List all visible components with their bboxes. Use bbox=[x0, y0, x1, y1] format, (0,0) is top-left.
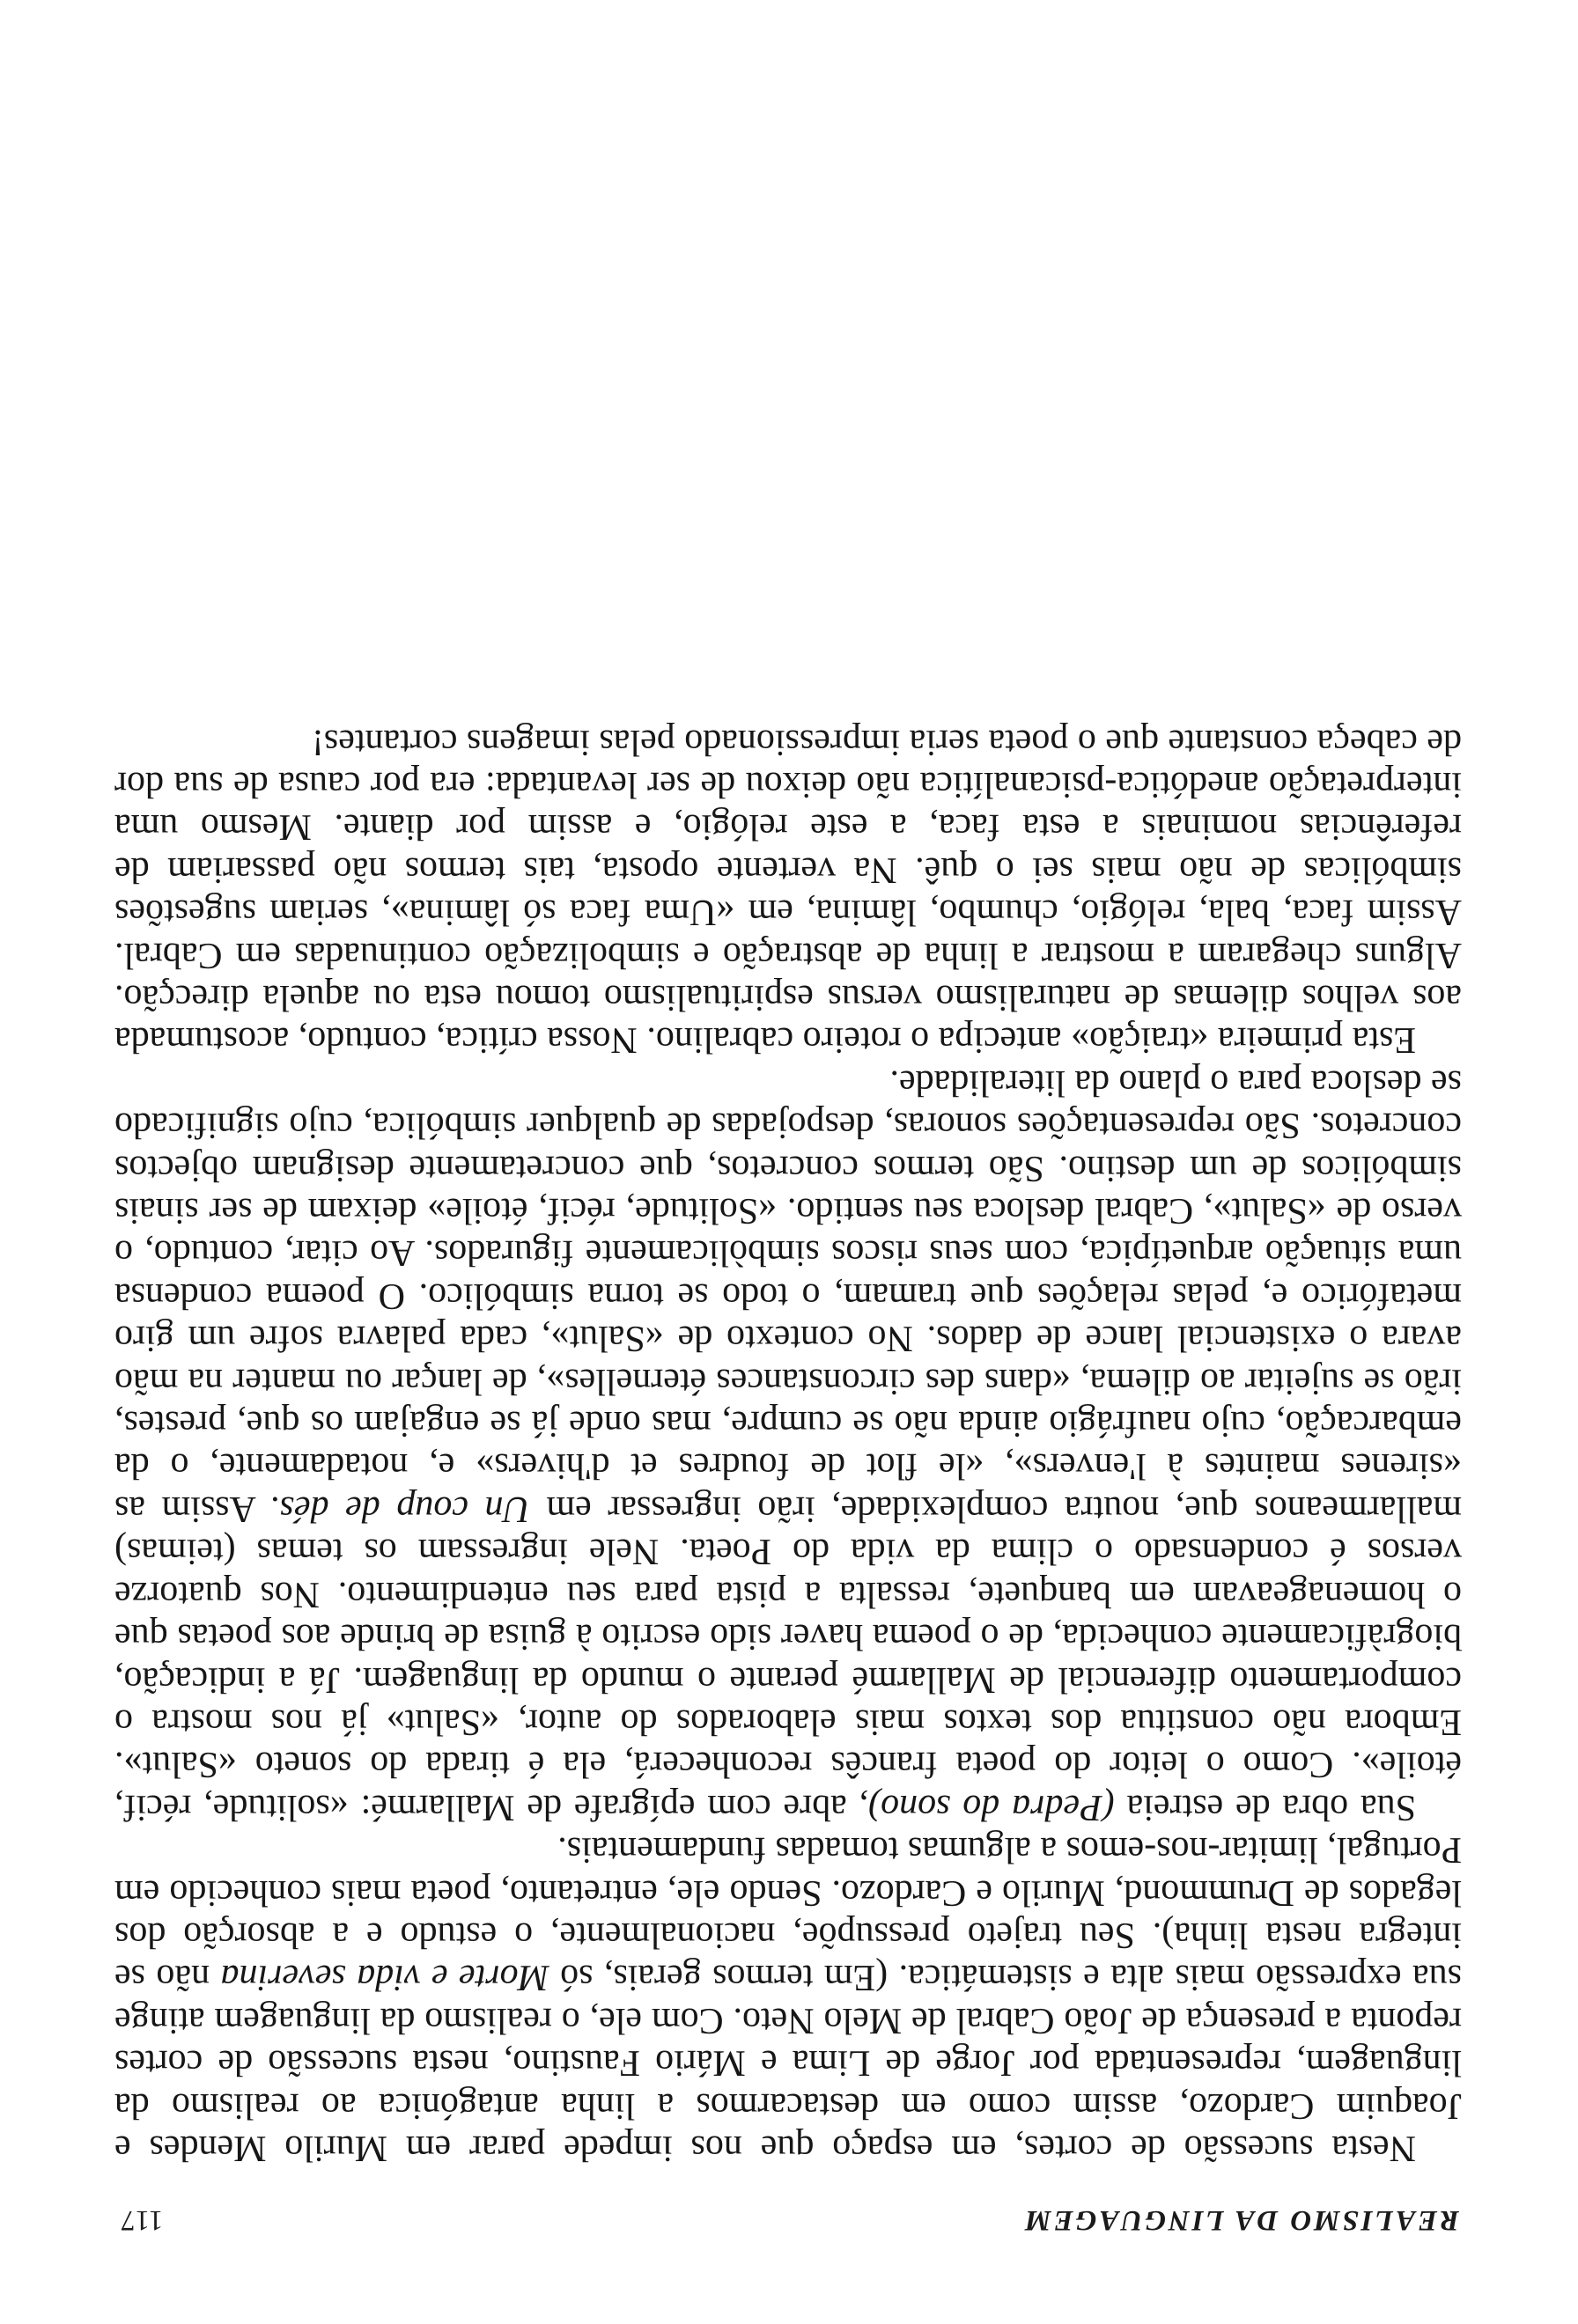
text-run: , abre com epígrafe de Mallarmé: «solitude, récif, étoile». Como o leitor do poeta francês reconhecerá, ela é tirada do soneto «Salut». Embora não constitua dos textos mais elaborados do autor, «Salut» já nos mostra o comportamento diferencial de Mallarmé perante o mundo da linguagem. Já a indicação, biogràficamente conhecida, de o poema haver sido escrito à guisa de brinde aos poetas que o homenageavam em banquete, ressalta a pista para seu entendimento. Nos quatorze versos é condensado o clima da vida do Poeta. Nele ingressam os temas (teimas) mallarmeanos que, noutra complexidade, irão ingressar em bbox=[114, 1488, 1462, 1828]
book-title-italic: Morte e vida severina bbox=[220, 1957, 549, 1998]
paragraph-2 bbox=[114, 1061, 1462, 1828]
paragraph-1 bbox=[114, 1828, 1462, 2169]
text-run: Nesta sucessão de cortes, em espaço que nos impede parar em Murilo Mendes e Joaquim Cardozo, assim como em destacarmos a linha antagónica ao realismo da linguagem, representada por Jorge de Lima e Mário Faustino, nesta sucessão de cortes reponta a presença de João Cabral de Melo Neto. Com ele, o realismo da linguagem atinge sua expressão mais alta e sistemática. (Em termos gerais, só bbox=[114, 1957, 1462, 2168]
page-header bbox=[121, 2192, 1459, 2236]
body-text bbox=[114, 720, 1462, 2169]
text-run: não se integra nesta linha). Seu trajeto pressupõe, nacionalmente, o estudo e a absorção dos legados de Drummond, Murilo e Cardozo. Sendo ele, entretanto, poeta mais conhecido em Portugal, limitar-nos-emos a algumas tomadas fundamentais. bbox=[114, 1829, 1462, 1998]
running-head: REALISMO DA LINGUAGEM bbox=[1022, 2204, 1459, 2236]
book-title-italic: (Pedra do sono) bbox=[868, 1786, 1115, 1828]
text-run: Esta primeira «traição» antecipa o roteiro cabralino. Nossa crítica, contudo, acostumada aos velhos dilemas de naturalismo versus espiritualismo tomou esta ou aquela direcção. Alguns chegaram a mostrar a linha de abstração e simbolização continuadas em Cabral. Assim faca, bala, relógio, chumbo, lâmina, em «Uma faca só lâmina», seriam sugestões simbólicas de não mais sei o quê. Na vertente oposta, tais termos não passariam de referências nominais a esta faca, a este relógio, e assim por diante. Mesmo uma interpretação anedótica-psicanalítica não deixou de ser levantada: era por causa de sua dor de cabeça constante que o poeta seria impressionado pelas imagens cortantes! bbox=[114, 721, 1462, 1061]
page-number: 117 bbox=[121, 2204, 164, 2236]
book-title-italic: Un coup de dés bbox=[279, 1488, 530, 1529]
text-run: Sua obra de estreia bbox=[1114, 1786, 1416, 1828]
text-run: . Assim as «sirenes maintes à l'envers», «le flot de foudres et d'hivers» e, notadamente, o da embarcação, cujo naufrágio ainda não se cumpre, mas onde já se engajam os que, prestes, irão se sujeitar ao dilema, «dans des circonstances éternelles», de lançar ou manter na mão avara o existencial lance de dados. No contexto de «Salut», cada palavra sofre um giro metafórico e, pelas relações que tramam, o todo se torna simbólico. O poema condensa uma situação arquetípica, com seus riscos simbòlicamente figurados. Ao citar, contudo, o verso de «Salut», Cabral desloca seu sentido. «Solitude, récif, étoile» deixam de ser sinais simbólicos de um destino. São termos concretos, que concretamente designam objectos concretos. São representações sonoras, despojadas de qualquer simbólica, cujo significado se desloca para o plano da literalidade. bbox=[114, 1062, 1462, 1529]
paragraph-3 bbox=[114, 720, 1462, 1061]
